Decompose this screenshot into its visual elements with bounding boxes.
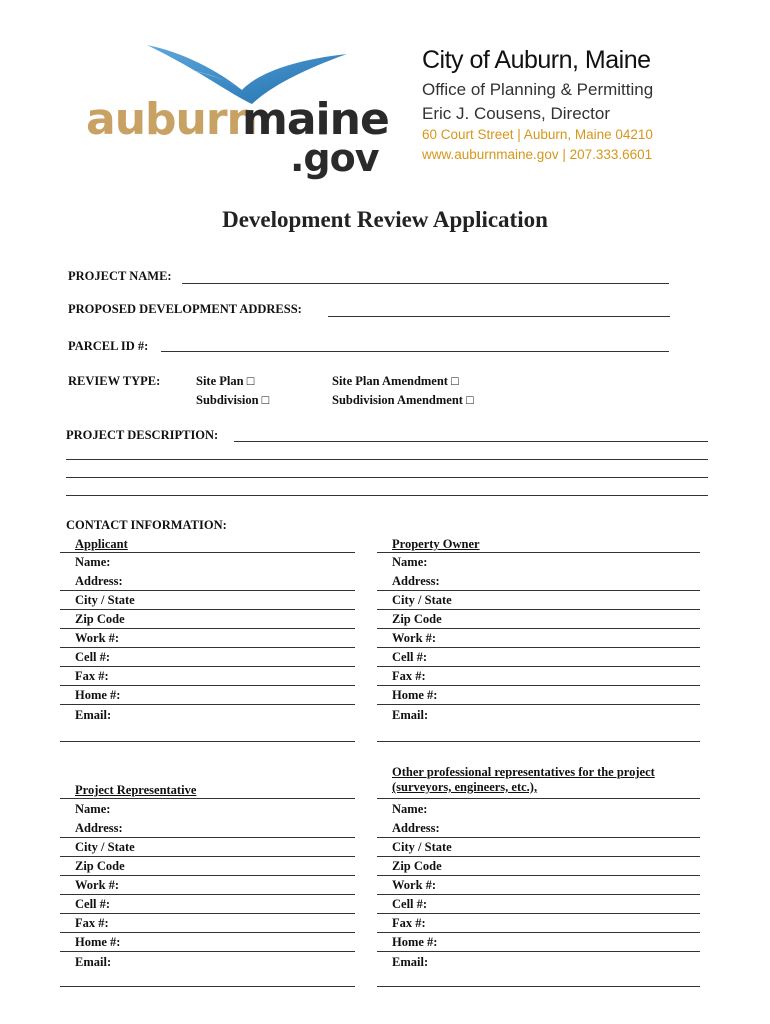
- applicant-home-field[interactable]: Home #:: [75, 688, 121, 702]
- applicant-rule: [60, 647, 355, 648]
- rep-city-state-field[interactable]: City / State: [75, 840, 135, 854]
- rep-email-field[interactable]: Email:: [75, 955, 112, 969]
- owner-name-field[interactable]: Name:: [392, 555, 428, 569]
- property-owner-heading: Property Owner: [392, 537, 480, 551]
- applicant-rule: [60, 628, 355, 629]
- rep-home-field[interactable]: Home #:: [75, 935, 121, 949]
- owner-zip-field[interactable]: Zip Code: [392, 612, 442, 626]
- rep-rule: [60, 932, 355, 933]
- owner-email-field[interactable]: Email:: [392, 708, 429, 722]
- owner-email-line[interactable]: [377, 741, 700, 742]
- owner-rule: [377, 590, 700, 591]
- rep-work-field[interactable]: Work #:: [75, 878, 120, 892]
- other-reps-heading-line2: (surveyors, engineers, etc.),: [392, 780, 538, 794]
- website-phone: www.auburnmaine.gov | 207.333.6601: [422, 147, 653, 162]
- logo-word-gov: .gov: [290, 136, 379, 180]
- address-label: PROPOSED DEVELOPMENT ADDRESS:: [68, 302, 302, 316]
- applicant-rule: [60, 666, 355, 667]
- contact-info-heading: CONTACT INFORMATION:: [66, 518, 227, 532]
- applicant-cell-field[interactable]: Cell #:: [75, 650, 111, 664]
- parcel-id-label: PARCEL ID #:: [68, 339, 149, 353]
- other-zip-field[interactable]: Zip Code: [392, 859, 442, 873]
- other-cell-field[interactable]: Cell #:: [392, 897, 428, 911]
- owner-city-state-field[interactable]: City / State: [392, 593, 452, 607]
- owner-rule: [377, 704, 700, 705]
- applicant-email-line[interactable]: [60, 741, 355, 742]
- rep-rule: [60, 951, 355, 952]
- rep-address-field[interactable]: Address:: [75, 821, 123, 835]
- rep-email-line[interactable]: [60, 986, 355, 987]
- description-line-1[interactable]: [234, 441, 708, 442]
- applicant-rule: [60, 685, 355, 686]
- other-home-field[interactable]: Home #:: [392, 935, 438, 949]
- applicant-address-field[interactable]: Address:: [75, 574, 123, 588]
- other-reps-heading-line1: Other professional representatives for the project: [392, 765, 655, 779]
- logo-word-auburn: auburn: [86, 94, 257, 145]
- rep-rule: [60, 894, 355, 895]
- applicant-email-field[interactable]: Email:: [75, 708, 112, 722]
- project-name-field[interactable]: [182, 283, 669, 284]
- other-top-rule: [377, 798, 700, 799]
- other-rule: [377, 894, 700, 895]
- applicant-heading: Applicant: [75, 537, 128, 551]
- applicant-rule: [60, 609, 355, 610]
- owner-rule: [377, 685, 700, 686]
- other-rule: [377, 951, 700, 952]
- rep-fax-field[interactable]: Fax #:: [75, 916, 109, 930]
- applicant-city-state-field[interactable]: City / State: [75, 593, 135, 607]
- rep-rule: [60, 837, 355, 838]
- subdivision-amendment-checkbox[interactable]: Subdivision Amendment □: [332, 393, 474, 407]
- office-name: Office of Planning & Permitting: [422, 80, 654, 99]
- rep-top-rule: [60, 798, 355, 799]
- project-name-label: PROJECT NAME:: [68, 269, 172, 283]
- applicant-fax-field[interactable]: Fax #:: [75, 669, 109, 683]
- project-description-label: PROJECT DESCRIPTION:: [66, 428, 219, 442]
- other-rule: [377, 875, 700, 876]
- applicant-zip-field[interactable]: Zip Code: [75, 612, 125, 626]
- site-plan-amendment-checkbox[interactable]: Site Plan Amendment □: [332, 374, 459, 388]
- review-type-label: REVIEW TYPE:: [68, 374, 161, 388]
- applicant-rule: [60, 704, 355, 705]
- rep-zip-field[interactable]: Zip Code: [75, 859, 125, 873]
- other-rule: [377, 856, 700, 857]
- owner-rule: [377, 666, 700, 667]
- applicant-name-field[interactable]: Name:: [75, 555, 111, 569]
- site-plan-checkbox[interactable]: Site Plan □: [196, 374, 255, 388]
- director-name: Eric J. Cousens, Director: [422, 104, 610, 123]
- rep-rule: [60, 875, 355, 876]
- rep-rule: [60, 913, 355, 914]
- description-line-4[interactable]: [66, 495, 708, 496]
- owner-rule: [377, 628, 700, 629]
- applicant-top-rule: [60, 552, 355, 553]
- other-email-line[interactable]: [377, 986, 700, 987]
- project-representative-heading: Project Representative: [75, 783, 197, 797]
- address-field[interactable]: [328, 316, 670, 317]
- subdivision-checkbox[interactable]: Subdivision □: [196, 393, 270, 407]
- owner-work-field[interactable]: Work #:: [392, 631, 437, 645]
- page-title: Development Review Application: [222, 207, 548, 232]
- owner-cell-field[interactable]: Cell #:: [392, 650, 428, 664]
- other-city-state-field[interactable]: City / State: [392, 840, 452, 854]
- other-fax-field[interactable]: Fax #:: [392, 916, 426, 930]
- owner-address-field[interactable]: Address:: [392, 574, 440, 588]
- description-line-3[interactable]: [66, 477, 708, 478]
- city-name: City of Auburn, Maine: [422, 46, 651, 74]
- auburn-logo: [62, 42, 389, 180]
- logo-word-maine: maine: [242, 94, 389, 145]
- other-rule: [377, 837, 700, 838]
- rep-name-field[interactable]: Name:: [75, 802, 111, 816]
- owner-home-field[interactable]: Home #:: [392, 688, 438, 702]
- other-rule: [377, 913, 700, 914]
- owner-rule: [377, 609, 700, 610]
- other-work-field[interactable]: Work #:: [392, 878, 437, 892]
- applicant-work-field[interactable]: Work #:: [75, 631, 120, 645]
- applicant-rule: [60, 590, 355, 591]
- owner-rule: [377, 647, 700, 648]
- other-address-field[interactable]: Address:: [392, 821, 440, 835]
- owner-fax-field[interactable]: Fax #:: [392, 669, 426, 683]
- other-email-field[interactable]: Email:: [392, 955, 429, 969]
- parcel-id-field[interactable]: [161, 351, 669, 352]
- owner-top-rule: [377, 552, 700, 553]
- street-address: 60 Court Street | Auburn, Maine 04210: [422, 127, 653, 142]
- rep-cell-field[interactable]: Cell #:: [75, 897, 111, 911]
- description-line-2[interactable]: [66, 459, 708, 460]
- rep-rule: [60, 856, 355, 857]
- other-rule: [377, 932, 700, 933]
- other-name-field[interactable]: Name:: [392, 802, 428, 816]
